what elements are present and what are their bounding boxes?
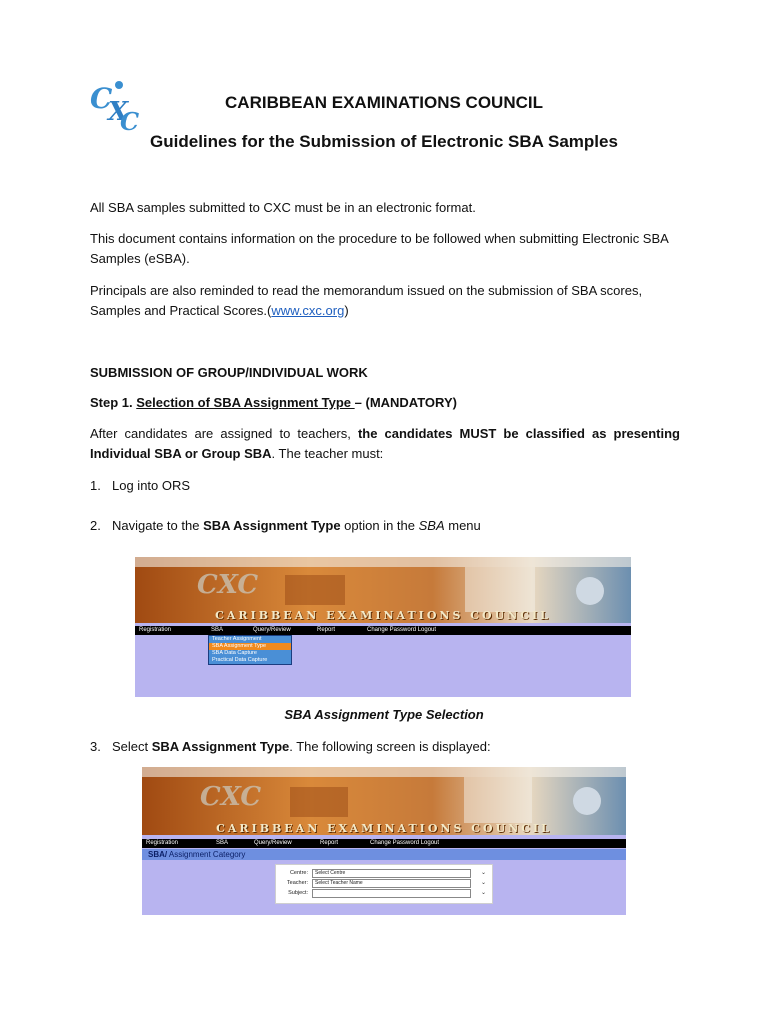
teacher-row <box>280 879 486 887</box>
menu-item-sba-data-capture[interactable]: SBA Data Capture <box>212 650 257 656</box>
menu-item-sba-assignment-type[interactable]: SBA Assignment Type <box>209 643 291 650</box>
assignment-category-bar <box>142 849 626 860</box>
subject-row <box>280 889 486 897</box>
list-item-3 <box>90 737 680 757</box>
logo-x: X <box>108 97 129 127</box>
banner-title: CARIBBEAN EXAMINATIONS COUNCIL <box>216 822 552 835</box>
org-title: CARIBBEAN EXAMINATIONS COUNCIL <box>225 93 543 112</box>
nav-registration[interactable]: Registration <box>146 840 179 846</box>
svg-text:CXC: CXC <box>200 782 262 812</box>
after-bold: the candidates MUST be classified as presenting Individual SBA or Group SBA <box>90 426 680 461</box>
nav-bar <box>135 626 631 635</box>
subject-label: Subject: <box>288 890 308 896</box>
nav-query-review[interactable]: Query/Review <box>253 627 291 633</box>
nav-sba[interactable]: SBA <box>211 627 224 633</box>
centre-row <box>280 869 486 877</box>
intro-paragraph-2: This document contains information on the procedure to be followed when submitting Electronic SBA Samples (eSBA). <box>90 231 669 266</box>
nav-registration[interactable]: Registration <box>139 627 172 633</box>
list-text: Log into ORS <box>112 478 191 493</box>
step-dash: – <box>354 395 366 410</box>
nav-bar <box>142 839 626 848</box>
list-number: 1. <box>90 478 101 493</box>
category-text: Assignment Category <box>167 850 246 859</box>
list-item-2 <box>90 516 680 536</box>
sba-dropdown-menu <box>208 635 292 665</box>
teacher-label: Teacher: <box>286 880 308 886</box>
subject-select[interactable] <box>312 889 471 898</box>
menu-item-practical-data-capture[interactable]: Practical Data Capture <box>212 657 268 663</box>
nav-change-password-logout[interactable]: Change Password Logout <box>367 627 437 633</box>
chevron-down-icon[interactable]: ⌄ <box>480 890 486 896</box>
menu-item-teacher-assignment[interactable]: Teacher Assignment <box>212 636 262 642</box>
nav-report[interactable]: Report <box>317 627 336 633</box>
svg-text:CXC: CXC <box>197 570 259 600</box>
nav-query-review[interactable]: Query/Review <box>254 840 292 846</box>
category-bold: SBA/ <box>148 850 168 859</box>
after-paragraph <box>90 424 680 464</box>
intro-p3-text: Principals are also reminded to read the memorandum issued on the submission of SBA scores, Samples and Practical Scores.( <box>90 283 643 318</box>
screenshot-sba-menu <box>135 557 631 697</box>
step-label: Step 1. <box>90 395 133 410</box>
doc-title: Guidelines for the Submission of Electronic SBA Samples <box>150 132 618 151</box>
cxc-website-link[interactable]: www.cxc.org <box>271 303 345 318</box>
list-text-end: . The following screen is displayed: <box>289 739 491 754</box>
chevron-down-icon[interactable]: ⌄ <box>480 870 486 876</box>
list-text: Select <box>112 739 152 754</box>
list-text: Navigate to the <box>112 518 204 533</box>
assignment-form <box>275 864 493 904</box>
after-post: . The teacher must: <box>271 446 384 461</box>
list-text-end: menu <box>444 518 481 533</box>
banner-title: CARIBBEAN EXAMINATIONS COUNCIL <box>215 609 551 622</box>
nav-report[interactable]: Report <box>320 840 339 846</box>
logo-c1: C <box>90 82 113 115</box>
centre-select[interactable]: Select Centre <box>312 869 471 878</box>
centre-label: Centre: <box>289 870 308 876</box>
list-number: 2. <box>90 518 101 533</box>
after-text: After candidates are assigned to teachers, <box>90 426 358 441</box>
screenshot-assignment-category <box>142 767 626 915</box>
nav-change-password-logout[interactable]: Change Password Logout <box>370 840 440 846</box>
step-1-heading <box>90 393 680 413</box>
list-item-1 <box>90 476 680 496</box>
list-bold: SBA Assignment Type <box>151 739 290 754</box>
intro-paragraph-3 <box>90 281 680 321</box>
list-bold: SBA Assignment Type <box>203 518 341 533</box>
step-title: Selection of SBA Assignment Type <box>136 395 355 410</box>
chevron-down-icon[interactable]: ⌄ <box>480 880 486 886</box>
teacher-select[interactable]: Select Teacher Name <box>312 879 471 888</box>
list-text-mid: option in the <box>340 518 419 533</box>
step-note: (MANDATORY) <box>365 395 457 410</box>
list-number: 3. <box>90 739 101 754</box>
screenshot-1-caption: SBA Assignment Type Selection <box>284 707 484 722</box>
intro-p3-close: ) <box>344 303 349 318</box>
intro-paragraph-1: All SBA samples submitted to CXC must be in an electronic format. <box>90 200 476 215</box>
nav-sba[interactable]: SBA <box>216 840 229 846</box>
list-italic: SBA <box>418 518 445 533</box>
section-heading: SUBMISSION OF GROUP/INDIVIDUAL WORK <box>90 365 368 380</box>
logo-c2: C <box>120 107 140 132</box>
